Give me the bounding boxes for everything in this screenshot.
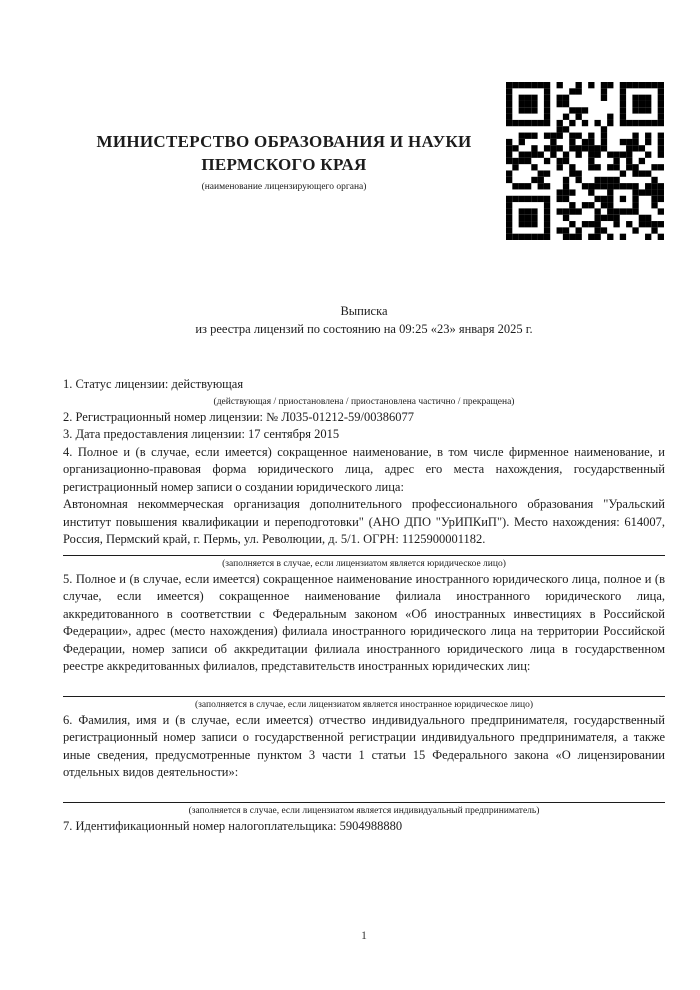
item-4-legal-entity-value: Автономная некоммерческая организация дополнительного профессионального образования "Уральский институт повышения квалификации и переподготовки" (АНО ДПО "УрИПКиП"). Место нахождения: 614007, Россия, Пермский край, г. Пермь, ул. Революции, д. 5/1. ОГРН: 1125900001182. <box>63 497 665 546</box>
licensing-authority-block <box>63 82 505 193</box>
document-title <box>63 302 665 338</box>
item-4-fill-line <box>63 555 665 556</box>
item-6-fill-line <box>63 802 665 803</box>
page-number: 1 <box>361 930 367 942</box>
item-5-empty-value <box>63 676 665 690</box>
item-7-taxpayer-number: 7. Идентификационный номер налогоплательщика: 5904988880 <box>63 818 403 833</box>
item-3-grant-date: 3. Дата предоставления лицензии: 17 сентября 2015 <box>63 427 340 441</box>
ministry-name-line1: МИНИСТЕРСТВО ОБРАЗОВАНИЯ И НАУКИ <box>96 132 472 151</box>
item-1-note: (действующая / приостановлена / приостановлена частично / прекращена) <box>213 396 515 407</box>
item-5-note: (заполняется в случае, если лицензиатом является иностранное юридическое лицо) <box>195 699 533 710</box>
ministry-name-line2: ПЕРМСКОГО КРАЯ <box>201 155 367 174</box>
licensing-authority-caption: (наименование лицензирующего органа) <box>201 182 367 192</box>
document-header <box>63 0 665 240</box>
item-4-legal-entity-label: 4. Полное и (в случае, если имеется) сокращенное наименование, в том числе фирменное наименование, и организационно-правовая форма юридического лица, адрес его места нахождения, государственный регистрационный номер записи о создании юридического лица: <box>63 444 665 494</box>
title-line1: Выписка <box>340 304 388 318</box>
item-5-foreign-entity-label: 5. Полное и (в случае, если имеется) сокращенное наименование иностранного юридического лица, полное и (в случае, если имеется) сокращенное наименование филиала иностранного юридического лица, аккредитованного в соответствии с Федеральным законом «Об иностранных инвестициях в Российской Федерации», адрес (место нахождения) филиала иностранного юридического лица на территории Российской Федерации, номер записи об аккредитации филиала иностранного юридического лица в государственном реестре аккредитованных филиалов, представительств иностранных юридических лиц: <box>63 571 665 673</box>
item-6-entrepreneur-label: 6. Фамилия, имя и (в случае, если имеется) отчество индивидуального предпринимателя, государственный регистрационный номер записи о государственной регистрации индивидуального предпринимателя, а также иные сведения, предусмотренные пунктом 3 части 1 статьи 15 Федерального закона «О лицензировании отдельных видов деятельности»: <box>63 712 665 779</box>
document-body <box>63 376 665 835</box>
item-1-license-status: 1. Статус лицензии: действующая <box>63 377 244 391</box>
item-6-note: (заполняется в случае, если лицензиатом является индивидуальный предприниматель) <box>188 805 540 816</box>
item-2-registration-number: 2. Регистрационный номер лицензии: № Л035-01212-59/00386077 <box>63 409 414 424</box>
qr-code-icon <box>505 82 665 240</box>
item-5-fill-line <box>63 696 665 697</box>
title-line2: из реестра лицензий по состоянию на 09:25 «23» января 2025 г. <box>195 322 533 336</box>
item-4-note: (заполняется в случае, если лицензиатом является юридическое лицо) <box>222 558 506 569</box>
item-6-empty-value <box>63 782 665 796</box>
